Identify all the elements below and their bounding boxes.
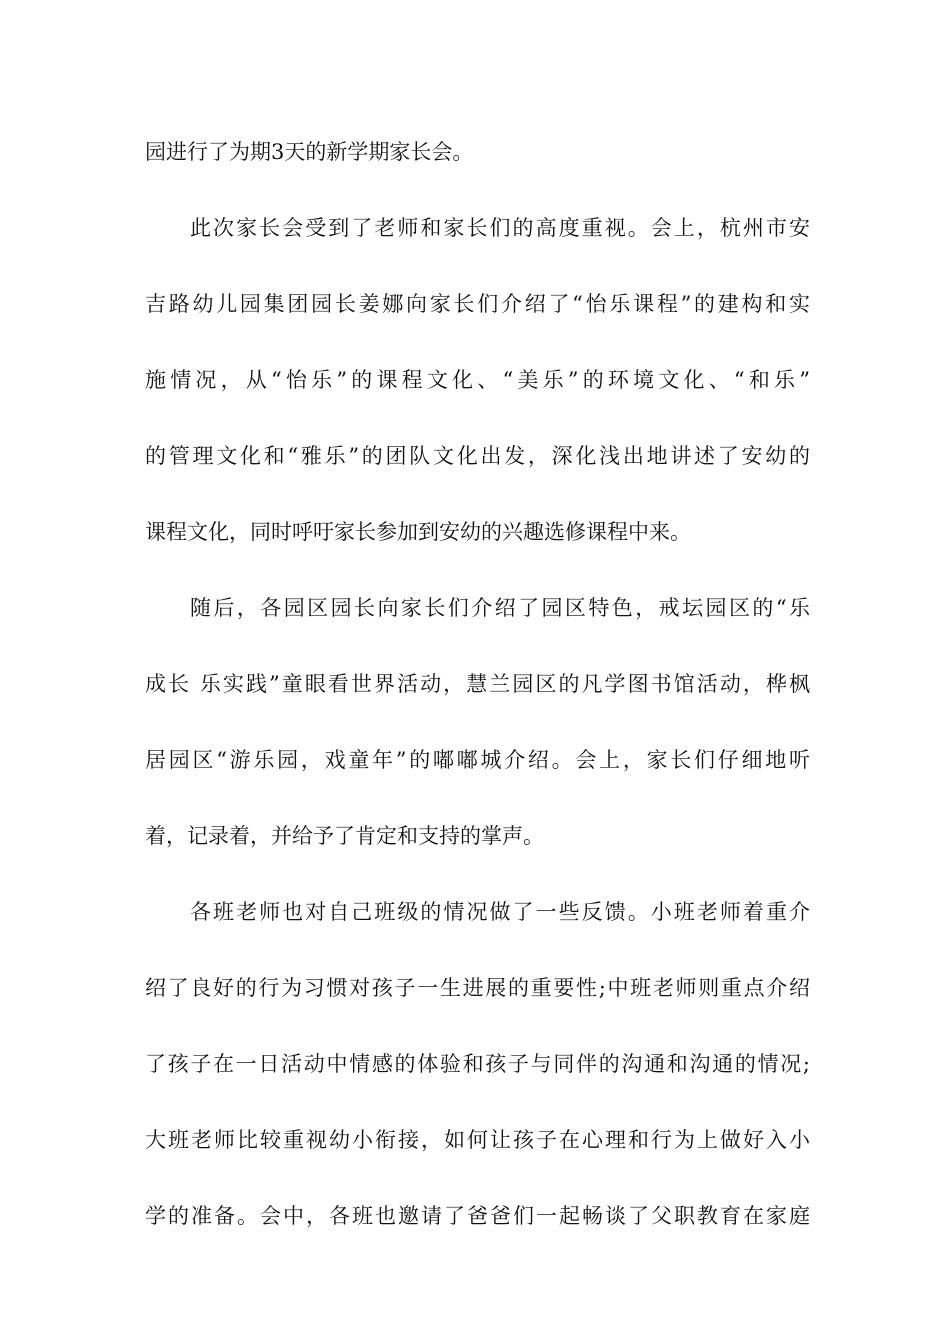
text-line: 学的准备。会中，各班也邀请了爸爸们一起畅谈了父职教育在家庭	[145, 1204, 810, 1228]
text-line: 课程文化，同时呼吁家长参加到安幼的兴趣选修课程中来。	[145, 520, 691, 544]
paragraph-first-line: 此次家长会受到了老师和家长们的高度重视。会上，杭州市安	[190, 216, 810, 240]
text-line: 园进行了为期3天的新学期家长会。	[145, 140, 474, 164]
text-line: 居园区“游乐园，戏童年”的嘟嘟城介绍。会上，家长们仔细地听	[145, 748, 810, 772]
text-line: 大班老师比较重视幼小衔接，如何让孩子在心理和行为上做好入小	[145, 1128, 810, 1152]
text-line: 成长 乐实践”童眼看世界活动，慧兰园区的凡学图书馆活动，桦枫	[145, 672, 810, 696]
text-line: 的管理文化和“雅乐”的团队文化出发，深化浅出地讲述了安幼的	[145, 444, 810, 468]
paragraph-first-line: 各班老师也对自己班级的情况做了一些反馈。小班老师着重介	[190, 900, 810, 924]
paragraph-first-line: 随后，各园区园长向家长们介绍了园区特色，戒坛园区的“乐	[190, 596, 810, 620]
text-line: 着，记录着，并给予了肯定和支持的掌声。	[145, 824, 544, 848]
text-line: 施情况，从“怡乐”的课程文化、“美乐”的环境文化、“和乐”	[145, 368, 810, 392]
text-line: 绍了良好的行为习惯对孩子一生进展的重要性;中班老师则重点介绍	[145, 976, 810, 1000]
text-line: 吉路幼儿园集团园长姜娜向家长们介绍了“怡乐课程”的建构和实	[145, 292, 810, 316]
text-line: 了孩子在一日活动中情感的体验和孩子与同伴的沟通和沟通的情况;	[145, 1052, 810, 1076]
